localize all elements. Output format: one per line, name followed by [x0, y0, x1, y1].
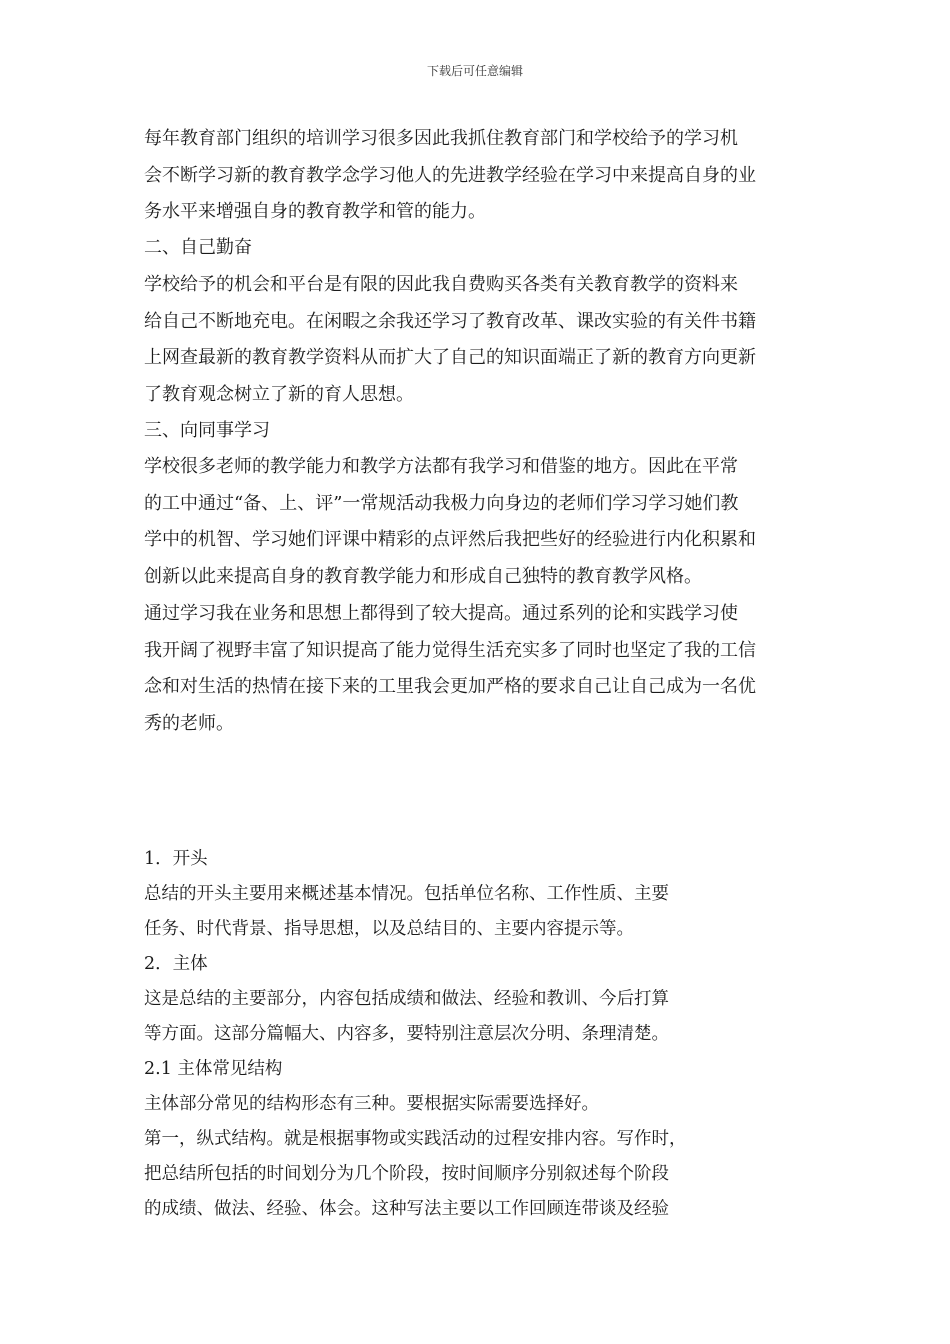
- paragraph-body: [144, 982, 669, 1052]
- text-line: 上网查最新的教育教学资料从而扩大了自己的知识面端正了新的教育方向更新: [144, 347, 756, 368]
- paragraph-training: [144, 121, 814, 231]
- section-heading: 二、自己勤奋: [144, 237, 252, 258]
- text-line: 给自己不断地充电。在闲暇之余我还学习了教育改革、课改实验的有关件书籍: [144, 310, 756, 332]
- text-line: 会不断学习新的教育教学念学习他人的先进教学经验在学习中来提高自身的业: [144, 164, 756, 186]
- heading-opening: [144, 842, 208, 877]
- section-heading: 2.1 主体常见结构: [144, 1059, 283, 1079]
- paragraph-vertical-structure: [144, 1122, 687, 1227]
- text-line: 的工中通过“备、上、评”一常规活动我极力向身边的老师们学习学习她们教: [144, 492, 739, 514]
- paragraph-conclusion: [144, 596, 814, 742]
- text-line: 第一，纵式结构。就是根据事物或实践活动的过程安排内容。写作时，: [144, 1129, 687, 1149]
- text-line: 务水平来增强自身的教育教学和管的能力。: [144, 201, 486, 222]
- page-header: 下载后可任意编辑: [426, 64, 523, 78]
- paragraph-structure-intro: [144, 1087, 599, 1122]
- heading-body-structure: [144, 1052, 282, 1087]
- paragraph-colleagues: [144, 449, 814, 595]
- text-line: 等方面。这部分篇幅大、内容多，要特别注意层次分明、条理清楚。: [144, 1024, 669, 1044]
- text-line: 总结的开头主要用来概述基本情况。包括单位名称、工作性质、主要: [144, 884, 669, 904]
- text-line: 每年教育部门组织的培训学习很多因此我抓住教育部门和学校给予的学习机: [144, 128, 738, 149]
- paragraph-self-study: [144, 267, 814, 413]
- paragraph-opening: [144, 877, 669, 947]
- text-line: 我开阔了视野丰富了知识提高了能力觉得生活充实多了同时也坚定了我的工信: [144, 639, 756, 661]
- text-line: 秀的老师。: [144, 712, 234, 734]
- text-line: 念和对生活的热情在接下来的工里我会更加严格的要求自己让自己成为一名优: [144, 676, 756, 697]
- heading-body: [144, 947, 208, 982]
- text-line: 了教育观念树立了新的育人思想。: [144, 383, 414, 405]
- section-heading: 三、向同事学习: [144, 420, 270, 441]
- text-line: 创新以此来提高自身的教育教学能力和形成自己独特的教育教学风格。: [144, 565, 702, 587]
- heading-learn-from-colleagues: [144, 413, 814, 450]
- text-line: 通过学习我在业务和思想上都得到了较大提高。通过系列的论和实践学习使: [144, 603, 738, 624]
- heading-self-diligence: [144, 230, 814, 267]
- text-line: 主体部分常见的结构形态有三种。要根据实际需要选择好。: [144, 1094, 599, 1114]
- text-line: 这是总结的主要部分，内容包括成绩和做法、经验和教训、今后打算: [144, 989, 669, 1009]
- text-line: 学中的机智、学习她们评课中精彩的点评然后我把些好的经验进行内化积累和: [144, 529, 756, 550]
- text-line: 学校给予的机会和平台是有限的因此我自费购买各类有关教育教学的资料来: [144, 274, 738, 295]
- text-line: 的成绩、做法、经验、体会。这种写法主要以工作回顾连带谈及经验: [144, 1199, 669, 1219]
- text-line: 学校很多老师的教学能力和教学方法都有我学习和借鉴的地方。因此在平常: [144, 456, 738, 477]
- section-heading: 2．主体: [144, 954, 208, 974]
- text-line: 任务、时代背景、指导思想，以及总结目的、主要内容提示等。: [144, 919, 634, 939]
- text-line: 把总结所包括的时间划分为几个阶段，按时间顺序分别叙述每个阶段: [144, 1164, 669, 1184]
- section-heading: 1．开头: [144, 849, 208, 869]
